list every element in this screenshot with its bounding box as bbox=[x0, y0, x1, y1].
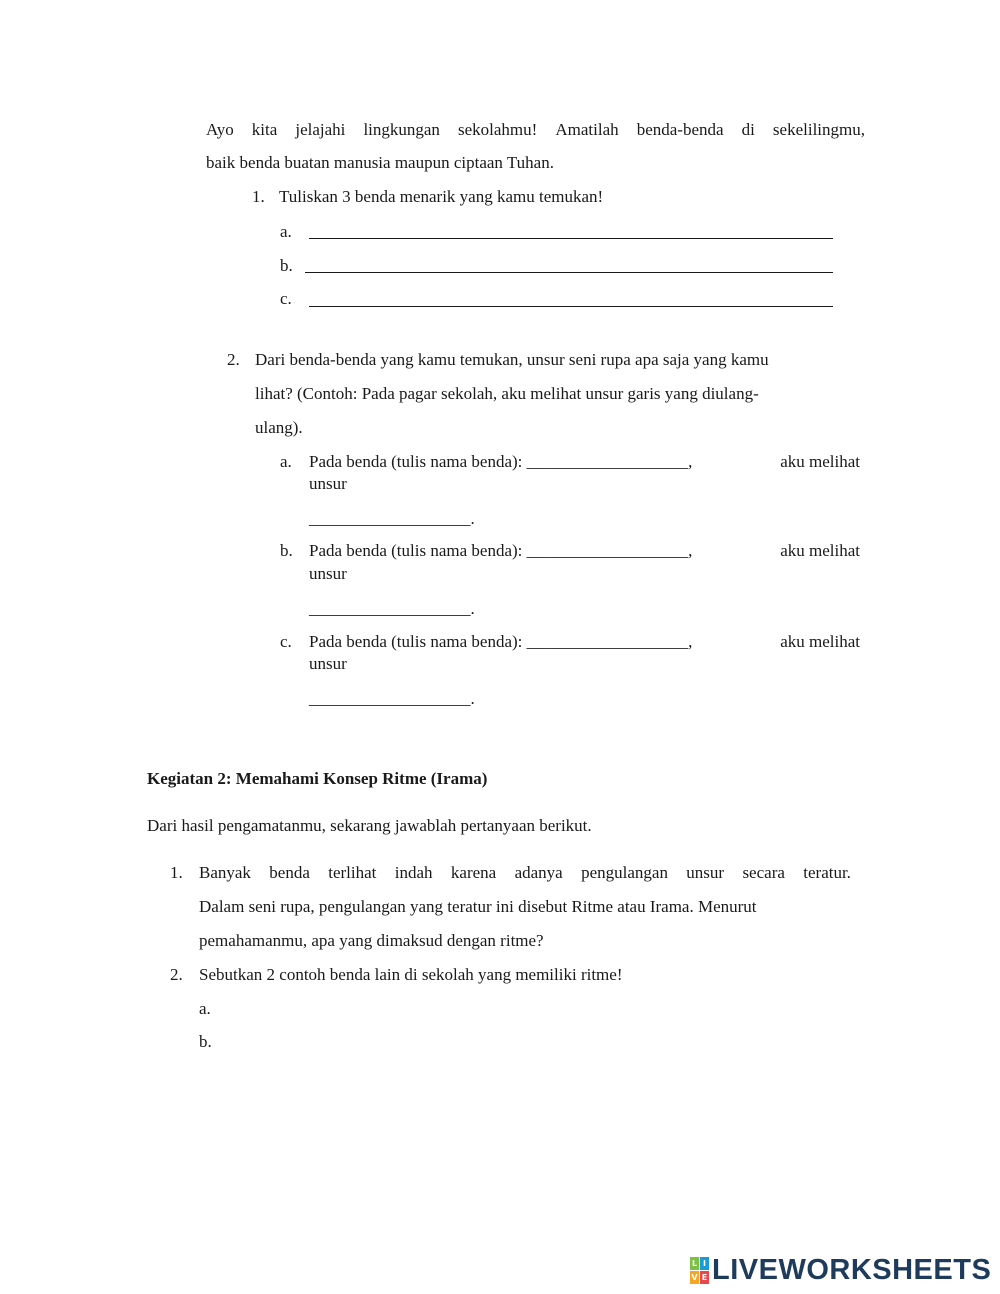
intro-line-1-word: di bbox=[741, 120, 755, 139]
intro-line-1-word: sekelilingmu, bbox=[772, 120, 865, 139]
q1-text: Tuliskan 3 benda menarik yang kamu temukan! bbox=[279, 187, 604, 206]
q1-item-b-label: b. bbox=[280, 256, 293, 275]
s2-q2-text: Sebutkan 2 contoh benda lain di sekolah yang memiliki ritme! bbox=[199, 965, 623, 984]
q2-number: 2. bbox=[227, 350, 240, 369]
q2-item-a-suffix: aku melihat bbox=[780, 452, 860, 471]
s2-q2-item-b-label: b. bbox=[199, 1032, 212, 1051]
q2-item-a-prefix: Pada benda (tulis nama benda): ___________________, bbox=[309, 452, 693, 471]
q1-item-b-answer-line[interactable] bbox=[305, 272, 833, 273]
q2-item-c-blank[interactable]: ___________________. bbox=[309, 689, 475, 708]
q2-item-b-blank[interactable]: ___________________. bbox=[309, 599, 475, 618]
intro-line-1-word: kita bbox=[251, 120, 278, 139]
intro-line-1-word: Ayo bbox=[206, 120, 234, 139]
intro-line-1-word: lingkungan bbox=[363, 120, 440, 139]
q2-item-b-line[interactable] bbox=[309, 541, 860, 561]
s2-q1-line-1-word: karena bbox=[450, 863, 497, 882]
q2-line-2: lihat? (Contoh: Pada pagar sekolah, aku melihat unsur garis yang diulang- bbox=[255, 384, 759, 403]
liveworksheets-logo-text: LIVEWORKSHEETS bbox=[712, 1253, 992, 1286]
s2-q1-line-1-word: adanya bbox=[514, 863, 563, 882]
intro-line-1-word: sekolahmu! bbox=[458, 120, 538, 139]
intro-line-1-word: benda-benda bbox=[636, 120, 724, 139]
s2-q1-line-1-word: teratur. bbox=[803, 863, 851, 882]
q2-line-1: Dari benda-benda yang kamu temukan, unsur seni rupa apa saja yang kamu bbox=[255, 350, 769, 369]
q2-item-c-prefix: Pada benda (tulis nama benda): ___________________, bbox=[309, 632, 693, 651]
q2-item-c-label: c. bbox=[280, 632, 292, 651]
intro-line-1-word: jelajahi bbox=[295, 120, 346, 139]
s2-q1-line-1-word: pengulangan bbox=[581, 863, 668, 882]
q2-item-a-line[interactable] bbox=[309, 452, 860, 472]
s2-q1-line-1-word: benda bbox=[269, 863, 310, 882]
q2-item-a-label: a. bbox=[280, 452, 292, 471]
liveworksheets-logo-mark-icon bbox=[690, 1257, 708, 1283]
q2-item-b-suffix: aku melihat bbox=[780, 541, 860, 560]
s2-q1-line-1-word: indah bbox=[394, 863, 433, 882]
s2-q2-number: 2. bbox=[170, 965, 183, 984]
intro-line-1-word: Amatilah bbox=[555, 120, 619, 139]
q1-item-c-label: c. bbox=[280, 289, 292, 308]
s2-q1-line-1-word: secara bbox=[742, 863, 785, 882]
logo-tile-i: I bbox=[700, 1257, 709, 1270]
liveworksheets-logo bbox=[690, 1255, 991, 1285]
section2-intro: Dari hasil pengamatanmu, sekarang jawablah pertanyaan berikut. bbox=[147, 816, 592, 835]
s2-q1-line-2: Dalam seni rupa, pengulangan yang teratur ini disebut Ritme atau Irama. Menurut bbox=[199, 897, 757, 916]
q2-item-a-cont: unsur bbox=[309, 474, 347, 493]
intro-line-1 bbox=[206, 120, 865, 140]
q1-item-a-label: a. bbox=[280, 222, 292, 241]
logo-tile-e: E bbox=[701, 1273, 708, 1282]
logo-tile-l: L bbox=[691, 1259, 698, 1268]
q2-item-b-cont: unsur bbox=[309, 564, 347, 583]
q2-item-b-label: b. bbox=[280, 541, 293, 560]
q1-number: 1. bbox=[252, 187, 265, 206]
q2-item-c-suffix: aku melihat bbox=[780, 632, 860, 651]
s2-q2-item-a-label: a. bbox=[199, 999, 211, 1018]
s2-q1-line-1-word: terlihat bbox=[328, 863, 377, 882]
q2-item-c-line[interactable] bbox=[309, 632, 860, 652]
logo-tile-v: V bbox=[691, 1273, 698, 1282]
q2-item-a-blank[interactable]: ___________________. bbox=[309, 509, 475, 528]
s2-q1-line-1-word: Banyak bbox=[199, 863, 251, 882]
q2-item-c-cont: unsur bbox=[309, 654, 347, 673]
section2-heading: Kegiatan 2: Memahami Konsep Ritme (Irama) bbox=[147, 769, 488, 788]
intro-line-2: baik benda buatan manusia maupun ciptaan Tuhan. bbox=[206, 153, 554, 172]
s2-q1-line-1-word: unsur bbox=[686, 863, 725, 882]
q2-item-b-prefix: Pada benda (tulis nama benda): ___________________, bbox=[309, 541, 693, 560]
q1-item-c-answer-line[interactable] bbox=[309, 306, 833, 307]
q1-item-a-answer-line[interactable] bbox=[309, 238, 833, 239]
s2-q1-line-3: pemahamanmu, apa yang dimaksud dengan ritme? bbox=[199, 931, 544, 950]
q2-line-3: ulang). bbox=[255, 418, 303, 437]
s2-q1-number: 1. bbox=[170, 863, 183, 882]
s2-q1-line-1 bbox=[199, 863, 851, 883]
